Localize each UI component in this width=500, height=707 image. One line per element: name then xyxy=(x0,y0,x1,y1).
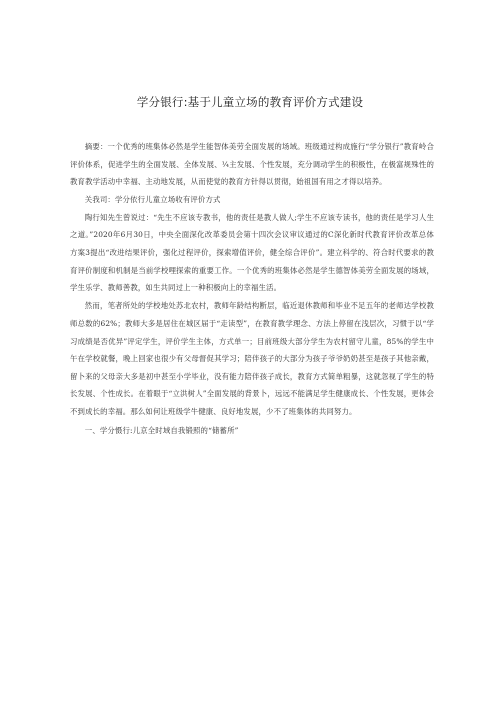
document-title: 学分银行:基于儿童立场的教育评价方式建设 xyxy=(136,95,364,109)
document-body xyxy=(70,138,434,439)
abstract-paragraph: 摘要：一个优秀的班集体必然是学生能智体美劳全面发展的场域。班级通过构成施行“学分银行”教育岭合评价体系，促进学生的全面发展、全体发展、¼主发展、个性发展，充分调动学生的积极性，在极富规殊性的教育教学活动中幸福、主动地发展，从而使觉的教育方针得以贯彻，始祖国有用之才得以培养。 xyxy=(70,142,434,187)
body-paragraph: 陶行知先生曾说过：“先生不应该专教书，他的责任是教人做人;学生不应该专读书，他的责任是学习人生之道。”2020年6月30日，中央全面深化改革委员会第十四次会议审议通过的C深化新时代教育评价改革总体方案3提出“改进结果评价，强化过程评价，探索增值评价，健全综合评价”。建立科学的、符合时代要求的教育评价制度和机制是当前学校哩探索的重要工作。一个优秀的班集体必然是学生德智体美劳全面发展的场域，学生乐学、教师善教，如生共同过上一种积极向上的幸福生活。 xyxy=(70,212,434,293)
body-paragraph: 然而，笔者所处的学校地处苏北农村，教师年龄结构断层，临近退休教师和毕业不足五年的老师达学校教师总数的62%；教师大多是居住在城区届于“走读型”，在教育教学理念、方法上停留在浅层次，习惯于以“学习成绩是否优异”评定学生，评价学生主体，方式单一；目前班级大部分学生为农村留守儿童，85%的学生中午在学校就餐，晚上回家也很少有父母督促其学习；陪伴孩子的大部分为孩子爷爷奶奶甚至是孩子其他亲戴，留卜来的父母亲大多是初中甚至小学毕业，没有能力陪伴孩子成长，教育方式简单粗暴，这就忽视了学生的特长发展、个性成长。在着眼于“立洪树人”全面发展的背景卜，远远不能满足学生健康成长、个性发展，更体会不到成长的幸福。那么如何让班级学牛健康、良好地发展，少不了班集体的共同努力。 xyxy=(70,301,434,416)
keywords-line: 关我司：学分依行儿童立场收有评价方式 xyxy=(84,194,221,204)
section-heading: 一、学分慑行:儿京全时域自我锻照的“储蓄所” xyxy=(84,425,239,435)
